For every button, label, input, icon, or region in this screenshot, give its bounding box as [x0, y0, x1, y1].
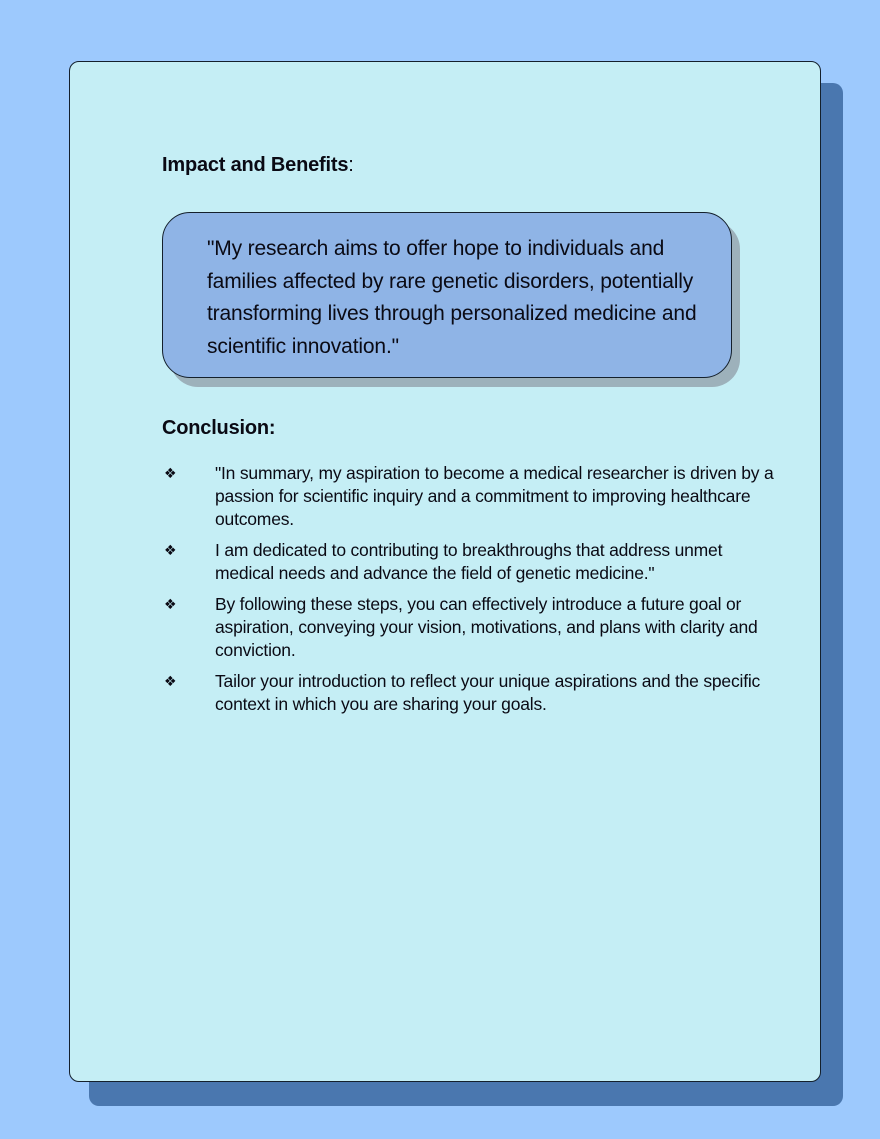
bullet-text: I am dedicated to contributing to breakthroughs that address unmet medical needs and advance the field of genetic medicine." — [215, 540, 723, 583]
bullet-text: "In summary, my aspiration to become a medical researcher is driven by a passion for scientific inquiry and a commitment to improving healthcare outcomes. — [215, 463, 774, 529]
impact-heading — [162, 154, 354, 177]
list-item — [162, 670, 782, 716]
list-item — [162, 593, 782, 662]
four-diamond-bullet-icon: ❖ — [164, 673, 177, 689]
four-diamond-bullet-icon: ❖ — [164, 542, 177, 558]
bullet-text: Tailor your introduction to reflect your unique aspirations and the specific context in which you are sharing your goals. — [215, 671, 761, 714]
four-diamond-bullet-icon: ❖ — [164, 596, 177, 612]
four-diamond-bullet-icon: ❖ — [164, 465, 177, 481]
impact-quote-text: "My research aims to offer hope to individuals and families affected by rare genetic disorders, potentially transforming lives through personalized medicine and scientific innovation." — [207, 237, 697, 358]
document-page — [69, 61, 821, 1082]
conclusion-heading-colon: : — [268, 417, 276, 439]
conclusion-bullet-list — [162, 462, 782, 724]
bullet-text: By following these steps, you can effectively introduce a future goal or aspiration, conveying your vision, motivations, and plans with clarity and conviction. — [215, 594, 758, 660]
impact-quote-box — [162, 212, 732, 378]
impact-heading-colon: : — [348, 154, 354, 176]
conclusion-heading — [162, 417, 275, 440]
impact-heading-text: Impact and Benefits — [162, 154, 349, 176]
list-item — [162, 462, 782, 531]
conclusion-heading-text: Conclusion — [162, 417, 269, 439]
list-item — [162, 539, 782, 585]
